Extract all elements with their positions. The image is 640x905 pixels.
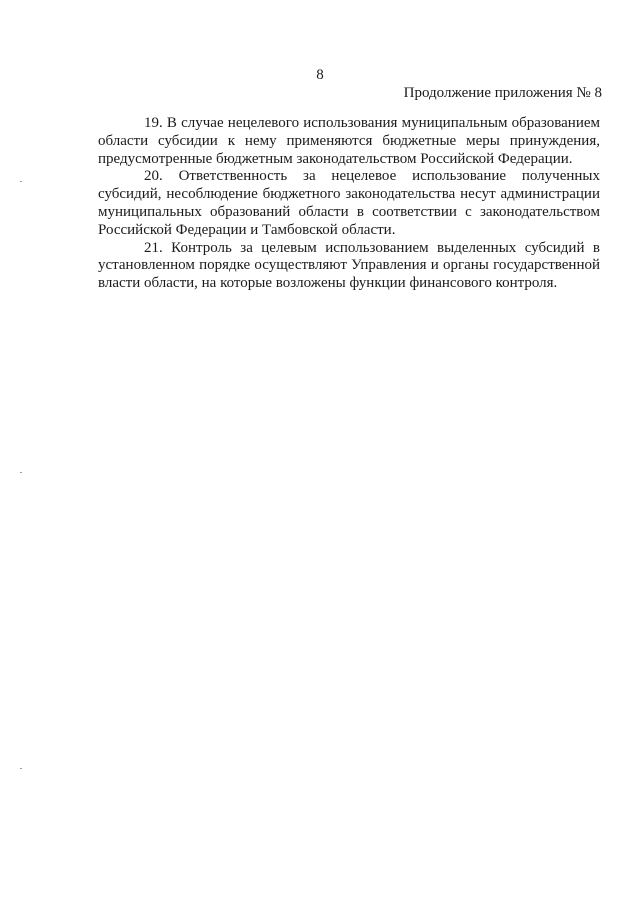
paragraph-20: 20. Ответственность за нецелевое использование полученных субсидий, несоблюдение бюджетного законодательства несут администрации муниципальных образований области в соответствии с законодательством Российской Федерации и Тамбовской области. [98,168,600,238]
document-body [98,115,600,293]
scan-margin-mark [20,181,22,182]
paragraph-19: 19. В случае нецелевого использования муниципальным образованием области субсидии к нему применяются бюджетные меры принуждения, предусмотренные бюджетным законодательством Российской Федерации. [98,115,600,167]
paragraph-21: 21. Контроль за целевым использованием выделенных субсидий в установленном порядке осуществляют Управления и органы государственной власти области, на которые возложены функции финансового контроля. [98,239,600,292]
scan-margin-mark [20,768,22,769]
page-number: 8 [316,67,324,83]
continuation-note: Продолжение приложения № 8 [403,85,602,101]
scan-margin-mark [20,472,22,473]
